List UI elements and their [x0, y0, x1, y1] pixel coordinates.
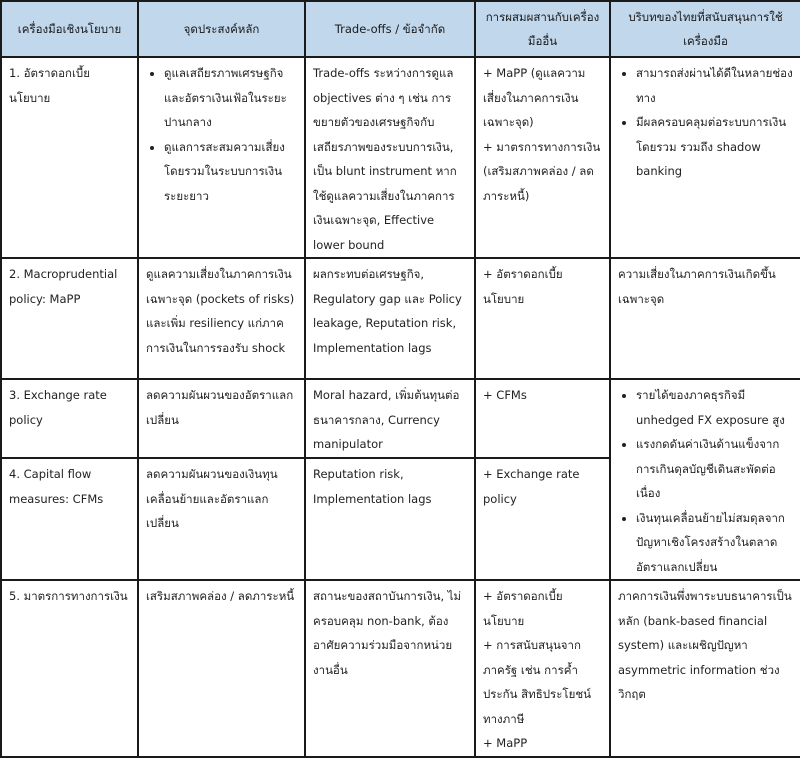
- cell-tradeoffs: Moral hazard, เพิ่มต้นทุนต่อธนาคารกลาง, Currency manipulator: [305, 379, 475, 458]
- combination-item: + MaPP: [483, 736, 528, 750]
- cell-tool: 1. อัตราดอกเบี้ยนโยบาย: [1, 57, 138, 258]
- table-row: [1, 379, 800, 458]
- list-item: • ดูแลการสะสมความเสี่ยงโดยรวมในระบบการเงินระยะยาว: [164, 135, 297, 209]
- table-row: [1, 57, 800, 258]
- cell-tradeoffs: ผลกระทบต่อเศรษฐกิจ, Regulatory gap และ Policy leakage, Reputation risk, Implementation lags: [305, 258, 475, 379]
- list-item: • รายได้ของภาคธุรกิจมี unhedged FX exposure สูง: [636, 383, 793, 432]
- cell-combination: [475, 57, 610, 258]
- list-item: • แรงกดดันค่าเงินด้านแข็งจากการเกินดุลบัญชีเดินสะพัดต่อเนื่อง: [636, 432, 793, 506]
- list-item: • สามารถส่งผ่านได้ดีในหลายช่องทาง: [636, 61, 793, 110]
- cell-context: [610, 57, 800, 258]
- combination-item: + อัตราดอกเบี้ยนโยบาย: [483, 589, 563, 628]
- cell-tool: 3. Exchange rate policy: [1, 379, 138, 458]
- cell-combination: [475, 580, 610, 757]
- context-list: [618, 61, 793, 184]
- combination-item: + MaPP (ดูแลความเสี่ยงในภาคการเงินเฉพาะจุด): [483, 66, 586, 129]
- header-tool: เครื่องมือเชิงนโยบาย: [1, 1, 138, 57]
- header-combination: การผสมผสานกับเครื่องมืออื่น: [475, 1, 610, 57]
- combination-item: + CFMs: [483, 388, 527, 402]
- cell-tool: 4. Capital flow measures: CFMs: [1, 458, 138, 580]
- cell-context: ความเสี่ยงในภาคการเงินเกิดขึ้นเฉพาะจุด: [610, 258, 800, 379]
- cell-objectives: ลดความผันผวนของเงินทุนเคลื่อนย้ายและอัตราแลกเปลี่ยน: [138, 458, 305, 580]
- list-item: • เงินทุนเคลื่อนย้ายไม่สมดุลจากปัญหาเชิงโครงสร้างในตลาดอัตราแลกเปลี่ยน: [636, 506, 793, 580]
- cell-objectives: [138, 57, 305, 258]
- list-item: • ดูแลเสถียรภาพเศรษฐกิจและอัตราเงินเฟ้อในระยะปานกลาง: [164, 61, 297, 135]
- cell-tradeoffs: สถานะของสถาบันการเงิน, ไม่ครอบคลุม non-bank, ต้องอาศัยความร่วมมือจากหน่วยงานอื่น: [305, 580, 475, 757]
- list-item: • มีผลครอบคลุมต่อระบบการเงินโดยรวม รวมถึง shadow banking: [636, 110, 793, 184]
- header-objectives: จุดประสงค์หลัก: [138, 1, 305, 57]
- cell-tool: 5. มาตรการทางการเงิน: [1, 580, 138, 757]
- cell-objectives: ลดความผันผวนของอัตราแลกเปลี่ยน: [138, 379, 305, 458]
- cell-objectives: ดูแลความเสี่ยงในภาคการเงินเฉพาะจุด (pockets of risks) และเพิ่ม resiliency แก่ภาคการเงินในการรองรับ shock: [138, 258, 305, 379]
- cell-objectives: เสริมสภาพคล่อง / ลดภาระหนี้: [138, 580, 305, 757]
- cell-context: ภาคการเงินพึ่งพาระบบธนาคารเป็นหลัก (bank-based financial system) และเผชิญปัญหา asymmetric information ช่วงวิกฤต: [610, 580, 800, 757]
- cell-combination: [475, 379, 610, 458]
- header-row: [1, 1, 800, 57]
- table-row: [1, 258, 800, 379]
- combination-item: + อัตราดอกเบี้ยนโยบาย: [483, 267, 563, 306]
- cell-tradeoffs: Trade-offs ระหว่างการดูแล objectives ต่าง ๆ เช่น การขยายตัวของเศรษฐกิจกับเสถียรภาพของระบบการเงิน, เป็น blunt instrument หากใช้ดูแลความเสี่ยงในภาคการเงินเฉพาะจุด, Effective lower bound: [305, 57, 475, 258]
- cell-tool: 2. Macroprudential policy: MaPP: [1, 258, 138, 379]
- combination-item: + Exchange rate policy: [483, 467, 580, 506]
- header-tradeoffs: Trade-offs / ข้อจำกัด: [305, 1, 475, 57]
- objectives-list: [146, 61, 297, 208]
- header-context: บริบทของไทยที่สนับสนุนการใช้เครื่องมือ: [610, 1, 800, 57]
- cell-context-shared: [610, 379, 800, 580]
- cell-combination: [475, 458, 610, 580]
- combination-item: + มาตรการทางการเงิน (เสริมสภาพคล่อง / ลดภาระหนี้): [483, 139, 601, 203]
- context-list: [618, 383, 793, 579]
- table-row: [1, 580, 800, 757]
- cell-combination: [475, 258, 610, 379]
- combination-item: + การสนับสนุนจากภาครัฐ เช่น การค้ำประกัน สิทธิประโยชน์ทางภาษี: [483, 638, 591, 726]
- cell-tradeoffs: Reputation risk, Implementation lags: [305, 458, 475, 580]
